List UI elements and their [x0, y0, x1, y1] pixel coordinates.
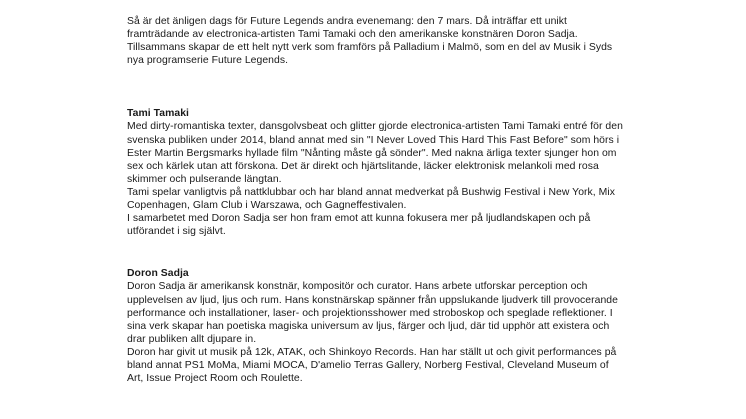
- tami-paragraph-1: Med dirty-romantiska texter, dansgolvsbeat och glitter gjorde electronica-artisten Tami Tamaki entré för den svenska publiken under 2014, bland annat med sin "I Never Loved This Hard This Fast Before" som hörs i Ester Martin Bergsmarks hyllade film "Nånting måste gå sönder". Med nakna ärliga texter sjunger hon om sex och kärlek utan att förskona. Det är direkt och hjärtslitande, läcker elektronisk melankoli med rosa skimmer och pulserande längtan.: [127, 121, 623, 185]
- doron-paragraph-2: Doron har givit ut musik på 12k, ATAK, och Shinkoyo Records. Han har ställt ut och givit performances på bland annat PS1 MoMa, Miami MOCA, D'amelio Terras Gallery, Norberg Festival, Cleveland Museum of Art, Issue Project Room och Roulette.: [127, 346, 617, 385]
- section-title-doron: Doron Sadja: [127, 268, 189, 280]
- article: [127, 15, 627, 414]
- tami-paragraph-2: Tami spelar vanligtvis på nattklubbar och har bland annat medverkat på Bushwig Festival i New York, Mix Copenhagen, Glam Club i Warszawa, och Gagneffestivalen.: [127, 186, 615, 212]
- section-doron-sadja: [127, 267, 627, 385]
- intro-paragraph: Så är det änligen dags för Future Legends andra evenemang: den 7 mars. Då inträffar ett unikt framträdande av electronica-artisten Tami Tamaki och den amerikanske konstnären Doron Sadja. Tillsammans skapar de ett helt nytt verk som framförs på Palladium i Malmö, som en del av Musik i Syds nya programserie Future Legends.: [127, 16, 613, 67]
- tami-paragraph-3: I samarbetet med Doron Sadja ser hon fram emot att kunna fokusera mer på ljudlandskapen och på utförandet i sig självt.: [127, 213, 591, 238]
- doron-paragraph-1: Doron Sadja är amerikansk konstnär, kompositör och curator. Hans arbete utforskar perception och upplevelsen av ljud, ljus och rum. Hans konstnärskap spänner från uppslukande ljudverk till provocerande performance och installationer, laser- och projektionsshower med stroboskop och speglade reflektioner. I sina verk skapar han poetiska magiska universum av ljus, färger och ljud, där tid upphör att existera och drar publiken allt djupare in.: [127, 281, 618, 345]
- section-tami-tamaki: [127, 107, 627, 238]
- section-title-tami: Tami Tamaki: [127, 108, 189, 120]
